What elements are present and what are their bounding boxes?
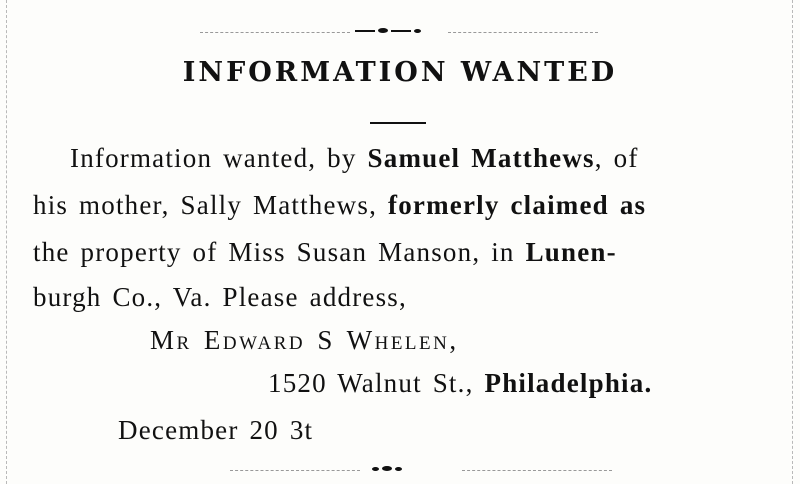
- top-ornament: [355, 28, 421, 33]
- addressee-name: Mr Edward S Whelen,: [150, 325, 459, 355]
- notice-line-3: [33, 237, 617, 268]
- notice-headline: INFORMATION WANTED: [182, 57, 618, 88]
- top-rule-left: [200, 32, 350, 33]
- line1-end: , of: [594, 143, 639, 173]
- dateline: December 20 3t: [118, 415, 314, 445]
- address-street: 1520 Walnut St.,: [268, 368, 485, 398]
- notice-line-1: [70, 143, 639, 174]
- headline-rule: [370, 122, 426, 124]
- address-line: [268, 368, 652, 399]
- bottom-rule-left: [230, 470, 360, 471]
- notice-line-2: [33, 190, 646, 221]
- line2-bold: formerly claimed as: [388, 190, 647, 220]
- notice-line-4: burgh Co., Va. Please address,: [33, 282, 407, 312]
- bottom-ornament: [372, 466, 402, 471]
- bottom-rule-right: [462, 470, 612, 471]
- line3-text: the property of Miss Susan Manson, in: [33, 237, 526, 267]
- line1-text: Information wanted, by: [70, 143, 368, 173]
- top-rule-right: [448, 32, 598, 33]
- inquirer-name: Samuel Matthews: [367, 143, 595, 173]
- line3-bold: Lunen-: [525, 237, 617, 267]
- line2-text: his mother, Sally Matthews,: [33, 190, 388, 220]
- address-city: Philadelphia.: [484, 368, 653, 398]
